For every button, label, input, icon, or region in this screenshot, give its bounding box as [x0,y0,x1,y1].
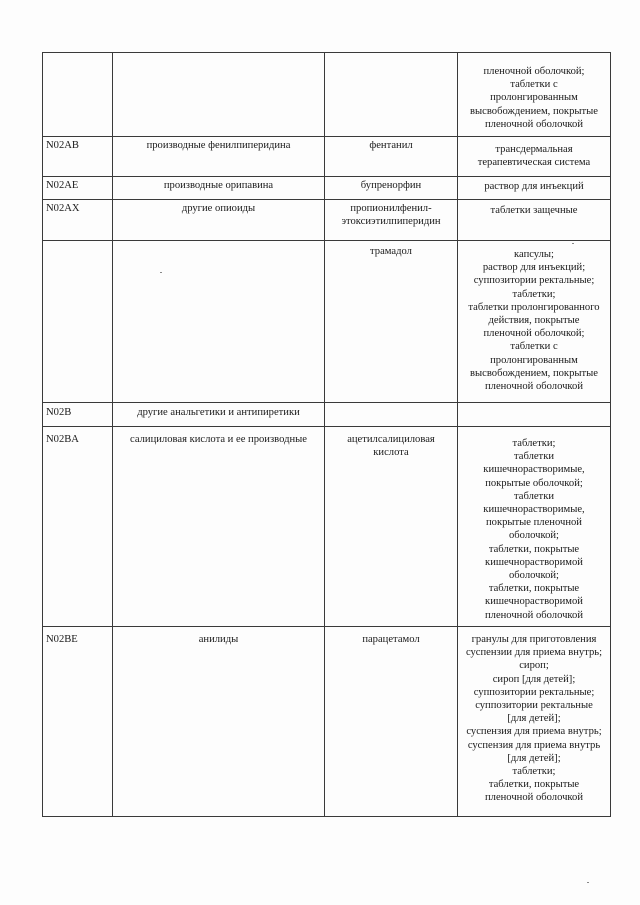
dosage-forms-cell [458,627,611,817]
pharmacological-group-cell: анилиды [113,627,325,817]
dosage-form-line: покрытые оболочкой; [485,477,583,489]
dosage-form-line: [для детей]; [507,713,561,725]
table-row [43,427,611,627]
pharmacological-group-cell [113,241,325,403]
dosage-form-line: таблетки [513,451,555,463]
dosage-form-line: капсулы; [514,249,554,260]
dosage-form-line: кишечнорастворимые, [483,504,585,516]
pharmacological-group-cell [113,53,325,137]
dosage-form-line: таблетки; [512,288,556,300]
dosage-form-line: пленочной оболочкой [484,118,584,130]
atc-code-cell: N02BA [43,427,113,627]
drug-name-cell: трамадол [325,241,458,403]
pharmacological-group-cell: производные орипавина [113,177,325,200]
dosage-form-line: суппозитории ректальные; [473,686,595,698]
dosage-form-line: пленочной оболочкой [484,609,584,621]
dosage-form-line: пролонгированным [490,92,578,104]
table-row [43,177,611,200]
dosage-form-line: [для детей]; [507,752,561,764]
pharmacological-group-cell: салициловая кислота и ее производные [113,427,325,627]
table-row [43,241,611,403]
drug-name-line: ацетилсалициловая [347,434,435,445]
dosage-forms-cell [458,241,611,403]
drug-name-cell: фентанил [325,137,458,177]
dosage-form-line: таблетки [513,490,555,502]
table-row [43,137,611,177]
dosage-forms-cell [458,200,611,241]
dosage-form-line: действия, покрытые [488,315,580,327]
scan-speck [160,272,162,273]
dosage-form-line: таблетки, покрытые [488,779,580,791]
dosage-form-line: пленочной оболочкой [484,381,584,393]
drug-name-cell [325,427,458,627]
dosage-form-line: таблетки; [512,766,556,778]
dosage-form-line: гранулы для приготовления [471,634,597,645]
dosage-form-line: кишечнорастворимой [485,596,583,608]
dosage-forms-cell [458,427,611,627]
dosage-form-line: суппозитории ректальные [475,700,593,712]
atc-code-cell [43,241,113,403]
dosage-form-line: сироп [для детей]; [492,673,576,685]
dosage-form-line: оболочкой; [509,530,559,542]
pharmacological-group-cell: другие опиоиды [113,200,325,241]
dosage-forms-cell [458,177,611,200]
atc-code-cell: N02AB [43,137,113,177]
atc-code-cell: N02AX [43,200,113,241]
dosage-form-line: таблетки, покрытые [488,583,580,595]
drug-name-cell: бупренорфин [325,177,458,200]
drug-name-line: этоксиэтилпиперидин [341,216,441,228]
dosage-form-line: раствор для инъекций; [482,262,586,274]
dosage-forms-cell [458,53,611,137]
dosage-form-line: высвобождением, покрытые [470,105,598,117]
drug-name-line: кислота [373,447,409,459]
dosage-form-line: суспензия для приема внутрь [467,739,601,751]
table-row [43,200,611,241]
dosage-form-line: раствор для инъекций [484,181,584,192]
dosage-form-line: терапевтическая система [477,157,591,169]
dosage-form-line: суппозитории ректальные; [473,275,595,287]
medication-table [42,52,611,817]
dosage-form-line: пленочной оболочкой; [483,66,585,77]
drug-name-cell: парацетамол [325,627,458,817]
scan-speck [587,882,589,883]
table-row [43,403,611,427]
dosage-forms-cell [458,137,611,177]
drug-name-line: пропионилфенил- [350,203,432,214]
dosage-form-line: оболочкой; [509,570,559,582]
pharmacological-group-cell: другие анальгетики и антипиретики [113,403,325,427]
dosage-form-line: таблетки пролонгированного [468,301,600,313]
dosage-form-line: таблетки с [510,341,558,353]
dosage-form-line: суспензия для приема внутрь; [466,726,602,738]
table-row [43,53,611,137]
dosage-form-line: суспензии для приема внутрь; [465,647,603,659]
dosage-form-line: пленочной оболочкой [484,792,584,804]
table-row [43,627,611,817]
dosage-form-line: пролонгированным [490,354,578,366]
dosage-form-line: покрытые пленочной [486,517,582,529]
drug-name-cell [325,403,458,427]
pharmacological-group-cell: производные фенилпиперидина [113,137,325,177]
dosage-form-line: кишечнорастворимой [485,556,583,568]
table-body [43,53,611,817]
drug-name-cell [325,200,458,241]
dosage-form-line: сироп; [519,660,549,672]
dosage-form-line: таблетки защечные [490,205,578,216]
dosage-form-line: высвобождением, покрытые [470,367,598,379]
atc-code-cell: N02AE [43,177,113,200]
dosage-form-line: кишечнорастворимые, [483,464,585,476]
atc-code-cell: N02BE [43,627,113,817]
scan-speck [572,243,574,244]
drug-name-cell [325,53,458,137]
atc-code-cell [43,53,113,137]
atc-code-cell: N02B [43,403,113,427]
dosage-form-line: таблетки с [510,79,558,91]
dosage-forms-cell [458,403,611,427]
dosage-form-line: пленочной оболочкой; [483,328,585,340]
dosage-form-line: трансдермальная [495,144,573,155]
dosage-form-line: таблетки; [512,438,556,449]
dosage-form-line: таблетки, покрытые [488,543,580,555]
